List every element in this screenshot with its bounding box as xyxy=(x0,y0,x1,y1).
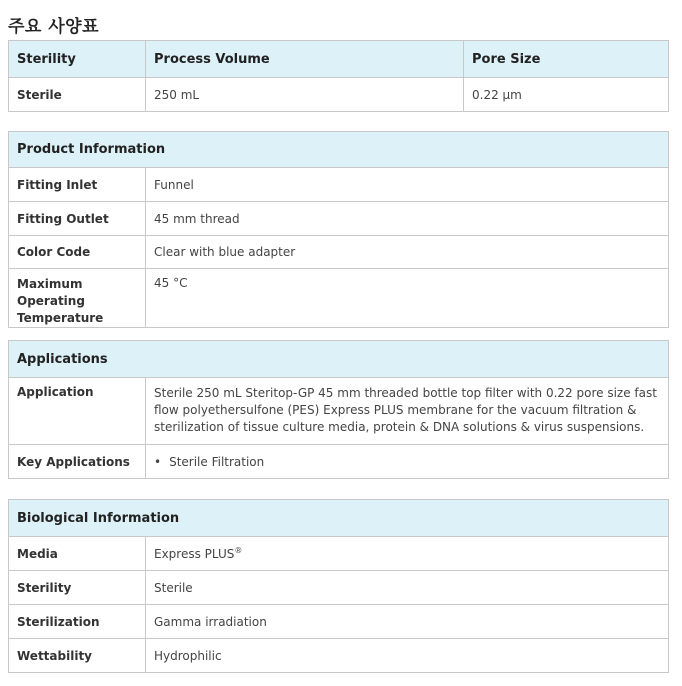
applications-table xyxy=(8,340,669,479)
row-value: Hydrophilic xyxy=(146,639,669,673)
biological-info-table xyxy=(8,499,669,673)
row-label: Media xyxy=(9,537,146,571)
spec-cell-sterility: Sterile xyxy=(9,78,146,112)
row-label: Color Code xyxy=(9,236,146,269)
row-value xyxy=(146,537,669,571)
section-title-applications: Applications xyxy=(9,341,669,378)
row-label: Sterilization xyxy=(9,605,146,639)
product-info-table xyxy=(8,131,669,328)
row-value: 45 °C xyxy=(146,269,669,328)
row-label: Application xyxy=(9,378,146,445)
media-name: Express PLUS xyxy=(154,547,235,561)
row-label: Wettability xyxy=(9,639,146,673)
key-applications-list xyxy=(146,445,669,479)
row-value: Sterile xyxy=(146,571,669,605)
spec-header-pore-size: Pore Size xyxy=(464,41,669,78)
row-value: Clear with blue adapter xyxy=(146,236,669,269)
row-label: Fitting Outlet xyxy=(9,202,146,236)
list-item: • Sterile Filtration xyxy=(154,455,660,469)
row-label: Key Applications xyxy=(9,445,146,479)
section-title-product: Product Information xyxy=(9,132,669,168)
spec-header-sterility: Sterility xyxy=(9,41,146,78)
spec-header-process-volume: Process Volume xyxy=(146,41,464,78)
section-title-biological: Biological Information xyxy=(9,500,669,537)
spec-cell-process-volume: 250 mL xyxy=(146,78,464,112)
row-value: Funnel xyxy=(146,168,669,202)
row-value: 45 mm thread xyxy=(146,202,669,236)
row-value: Gamma irradiation xyxy=(146,605,669,639)
spec-cell-pore-size: 0.22 μm xyxy=(464,78,669,112)
row-label: Sterility xyxy=(9,571,146,605)
registered-mark: ® xyxy=(234,546,243,555)
row-label: Maximum Operating Temperature xyxy=(9,269,146,328)
application-description: Sterile 250 mL Steritop-GP 45 mm threaded bottle top filter with 0.22 pore size fast flow polyethersulfone (PES) Express PLUS membrane for the vacuum filtration & sterilization of tissue culture media, protein & DNA solutions & virus suspensions. xyxy=(146,378,669,445)
spec-table xyxy=(8,40,669,112)
row-label: Fitting Inlet xyxy=(9,168,146,202)
page-title: 주요 사양표 xyxy=(8,17,100,37)
